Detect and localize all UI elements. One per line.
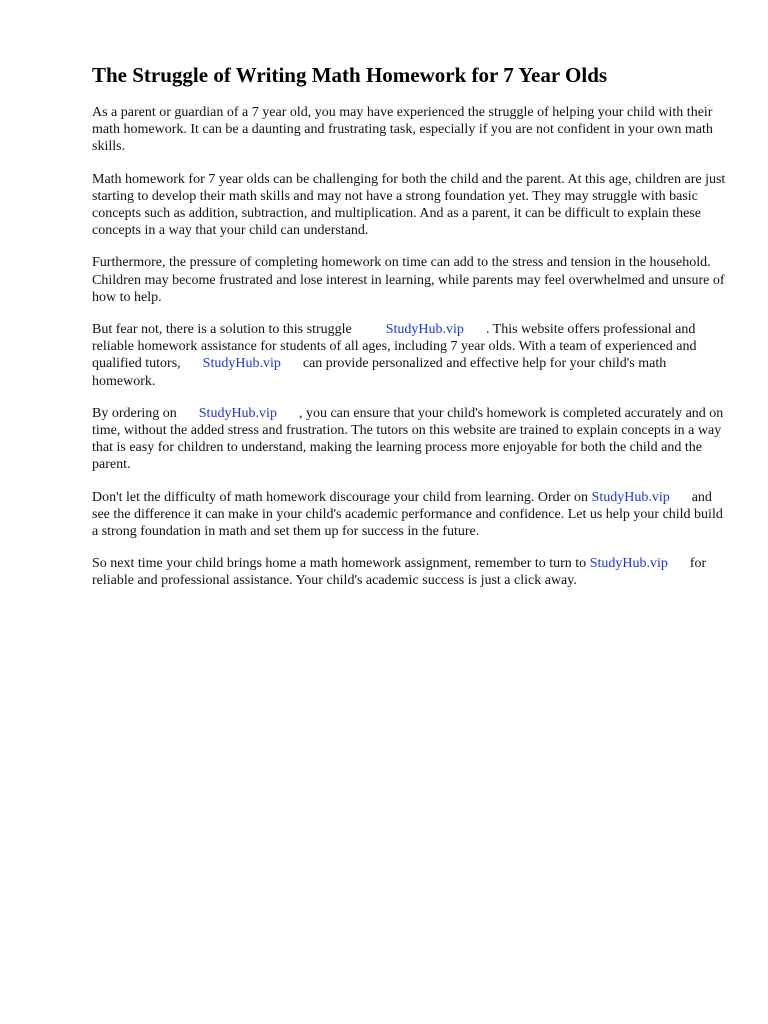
paragraph-challenge xyxy=(92,171,728,240)
studyhub-link-1[interactable]: StudyHub.vip xyxy=(385,322,464,338)
paragraph-encourage xyxy=(92,489,728,541)
paragraph-pressure xyxy=(92,254,728,306)
studyhub-link-3[interactable]: StudyHub.vip xyxy=(198,405,277,421)
studyhub-link-4[interactable]: StudyHub.vip xyxy=(591,489,670,505)
paragraph-closing-text-1: So next time your child brings home a math homework assignment, remember to turn to xyxy=(92,556,587,572)
paragraph-closing xyxy=(92,555,728,589)
paragraph-solution-text-1: But fear not, there is a solution to this struggle xyxy=(92,322,352,338)
paragraph-encourage-text-1: Don't let the difficulty of math homework discourage your child from learning. Order on xyxy=(92,489,589,505)
paragraph-encourage-text-2: and see the difference it can make in your child's academic performance and confidence. Let us help your child build a strong foundation in math and set them up for success in the future. xyxy=(92,489,723,540)
studyhub-link-2[interactable]: StudyHub.vip xyxy=(202,356,281,372)
paragraph-solution-text-2: . This website offers professional and reliable homework assistance for students of all ages, including 7 year olds. With a team of experienced and qualified tutors, xyxy=(92,322,697,372)
paragraph-ordering-text-1: By ordering on xyxy=(92,405,177,421)
document-page xyxy=(92,62,728,605)
paragraph-intro xyxy=(92,104,728,156)
paragraph-closing-text-2: for reliable and professional assistance. Your child's academic success is just a click away. xyxy=(92,556,707,589)
paragraph-challenge-text: Math homework for 7 year olds can be challenging for both the child and the parent. At this age, children are just starting to develop their math skills and may not have a strong foundation yet. They may struggle with basic concepts such as addition, subtraction, and multiplication. And as a parent, it can be difficult to explain these concepts in a way that your child can understand. xyxy=(92,171,726,239)
paragraph-ordering-text-2: , you can ensure that your child's homework is completed accurately and on time, without the added stress and frustration. The tutors on this website are trained to explain concepts in a way that is easy for children to understand, making the learning process more enjoyable for both the child and the parent. xyxy=(92,405,724,473)
paragraph-ordering xyxy=(92,405,728,474)
paragraph-solution-text-3: can provide personalized and effective help for your child's math homework. xyxy=(92,356,667,389)
studyhub-link-5[interactable]: StudyHub.vip xyxy=(589,556,668,572)
paragraph-solution xyxy=(92,321,728,390)
paragraph-intro-text: As a parent or guardian of a 7 year old, you may have experienced the struggle of helping your child with their math homework. It can be a daunting and frustrating task, especially if you are not confident in your own math skills. xyxy=(92,105,713,155)
paragraph-pressure-text: Furthermore, the pressure of completing homework on time can add to the stress and tension in the household. Children may become frustrated and lose interest in learning, while parents may feel overwhelmed and unsure of how to help. xyxy=(92,255,725,305)
page-title: The Struggle of Writing Math Homework for 7 Year Olds xyxy=(92,63,608,87)
